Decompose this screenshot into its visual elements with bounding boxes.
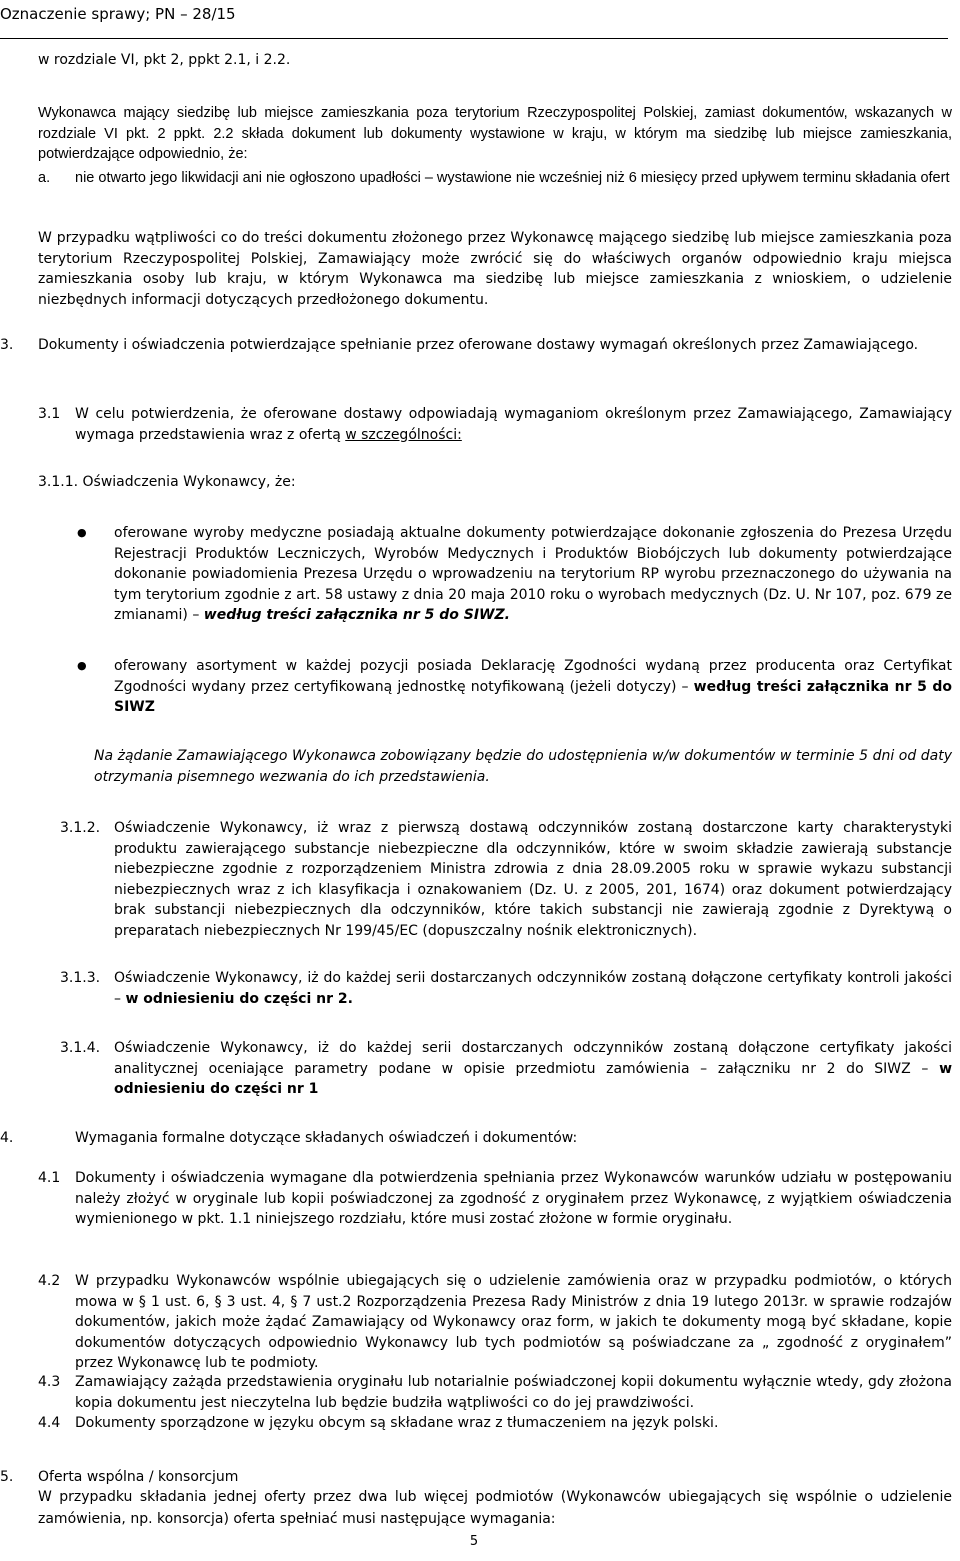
request-note: Na żądanie Zamawiającego Wykonawca zobowiązany będzie do udostępnienia w/w dokumentów w terminie 5 dni od daty otrzymania pisemnego wezwania do ich przedstawienia. <box>94 748 952 785</box>
section-4-4-text: Dokumenty sporządzone w języku obcym są składane wraz z tłumaczeniem na język polski. <box>75 1415 719 1431</box>
section-4-2-number: 4.2 <box>38 1273 61 1289</box>
bullet-1-bold: według treści załącznika nr 5 do SIWZ. <box>203 607 510 623</box>
page-number: 5 <box>469 1534 479 1549</box>
bullet-dot: ● <box>77 526 87 539</box>
section-4-1-text: Dokumenty i oświadczenia wymagane dla potwierdzenia spełniania przez Wykonawców warunków udziału w postępowaniu należy złożyć w oryginale lub kopii poświadczonej za zgodność z oryginałem przez Wykonawcę, z wyjątkiem oświadczenia wymienionego w pkt. 1.1 niniejszego rozdziału, które musi zostać złożone w formie oryginału. <box>75 1170 952 1227</box>
section-3-1-3-text <box>114 968 952 1009</box>
bullet-2-body: oferowany asortyment w każdej pozycji posiada Deklarację Zgodności wydaną przez producenta oraz Certyfikat Zgodności wydany przez certyfikowaną jednostkę notyfikowaną (jeżeli dotyczy) – <box>114 658 952 695</box>
section-3-1-underlined: w szczególności: <box>345 426 462 443</box>
section-4-title: Wymagania formalne dotyczące składanych oświadczeń i dokumentów: <box>75 1130 578 1146</box>
section-3-text: Dokumenty i oświadczenia potwierdzające spełnianie przez oferowane dostawy wymagań określonych przez Zamawiającego. <box>38 337 919 353</box>
section-4-number: 4. <box>0 1130 14 1146</box>
section-4-3-number: 4.3 <box>38 1374 61 1390</box>
item-a-label: a. <box>38 170 51 186</box>
bullet-2 <box>114 656 952 718</box>
section-3-number: 3. <box>0 337 14 353</box>
bullet-1 <box>114 523 952 626</box>
case-number: Oznaczenie sprawy; PN – 28/15 <box>0 5 236 23</box>
section-3-1-4-bold: w odniesieniu do części nr 1 <box>114 1060 952 1097</box>
page-header <box>0 0 948 39</box>
section-3-1-2-text: Oświadczenie Wykonawcy, iż wraz z pierwszą dostawą odczynników zostaną dostarczone karty charakterystyki produktu zawierającego substancje niebezpieczne dla odczynników, które w swoim składzie zawierają substancje niebezpieczne zgodnie z rozporządzeniem Ministra zdrowia z dnia 28.09.2005 roku w sprawie wykazu substancji niebezpiecznych wraz z ich klasyfikacja i oznakowaniem (Dz. U. z 2005, 201, 1674) oraz dokument potwierdzający brak substancji niebezpiecznych dla odczynników, które takich substancji nie zawierają zgodnie z Dyrektywą o preparatach niebezpiecznych Nr 199/45/EC (dopuszczalny nośnik elektronicznych). <box>114 820 952 939</box>
section-3-1-4-body: Oświadczenie Wykonawcy, iż do każdej serii dostarczanych odczynników zostaną dołączone certyfikaty jakości analitycznej oceniające parametry podane w opisie przedmiotu zamówienia – załączniku nr 2 do SIWZ – <box>114 1040 952 1077</box>
item-a-text: nie otwarto jego likwidacji ani nie ogłoszono upadłości – wystawione nie wcześniej niż 6 miesięcy przed upływem terminu składania ofert <box>75 170 950 186</box>
intro-paragraph: Wykonawca mający siedzibę lub miejsce zamieszkania poza terytorium Rzeczypospolitej Polskiej, zamiast dokumentów, wskazanych w rozdziale VI pkt. 2 ppkt. 2.2 składa dokument lub dokumenty wystawione w kraju, w którym ma siedzibę lub miejsce zamieszkania, potwierdzające odpowiednio, że: <box>38 105 952 162</box>
section-3-1-4-number: 3.1.4. <box>60 1040 101 1056</box>
bullet-1-body: oferowane wyroby medyczne posiadają aktualne dokumenty potwierdzające dokonanie zgłoszenia do Prezesa Urzędu Rejestracji Produktów Leczniczych, Wyrobów Medycznych i Produktów Biobójczych lub dokumenty potwierdzające dokonanie powiadomienia Prezesa Urzędu o wprowadzeniu na terytorium RP wyrobu przeznaczonego do używania na tym terytorium zgodnie z art. 58 ustawy z dnia 20 maja 2010 roku o wyrobach medycznych (Dz. U. Nr 107, poz. 679 ze zmianami) – <box>114 525 952 623</box>
intro-line: w rozdziale VI, pkt 2, ppkt 2.1, i 2.2. <box>38 52 291 68</box>
bullet-2-bold: według treści załącznika nr 5 do SIWZ <box>114 678 952 715</box>
section-4-4-number: 4.4 <box>38 1415 61 1431</box>
section-4-3-text: Zamawiający zażąda przedstawienia oryginału lub notarialnie poświadczonej kopii dokumentu wyłącznie wtedy, gdy złożona kopia dokumentu jest nieczytelna lub będzie budziła wątpliwości co do jej prawdziwości. <box>75 1374 952 1411</box>
section-3-1-2-number: 3.1.2. <box>60 820 101 836</box>
section-3-1-3-bold: w odniesieniu do części nr 2. <box>125 990 353 1007</box>
section-4-1-number: 4.1 <box>38 1170 61 1186</box>
section-3-1-3-number: 3.1.3. <box>60 970 101 986</box>
section-3-1-1-heading: 3.1.1. Oświadczenia Wykonawcy, że: <box>38 474 296 490</box>
section-5-text: W przypadku składania jednej oferty przez dwa lub więcej podmiotów (Wykonawców ubiegających się wspólnie o udzielenie zamówienia, np. konsorcja) oferta spełniać musi następujące wymagania: <box>38 1489 952 1527</box>
section-3-1-body: W celu potwierdzenia, że oferowane dostawy odpowiadają wymaganiom określonym przez Zamawiającego, Zamawiający wymaga przedstawienia wraz z ofertą <box>75 406 952 443</box>
section-3-1-4-text <box>114 1038 952 1100</box>
bullet-dot: ● <box>77 659 87 672</box>
section-4-2-text: W przypadku Wykonawców wspólnie ubiegających się o udzielenie zamówienia oraz w przypadku podmiotów, o których mowa w § 1 ust. 6, § 3 ust. 4, § 7 ust.2 Rozporządzenia Prezesa Rady Ministrów z dnia 19 lutego 2013r. w sprawie rodzajów dokumentów, jakich może żądać Zamawiający od Wykonawcy oraz form, w jakich te dokumenty mogą być składane, kopie dokumentów dotyczących odpowiednio Wykonawcy lub tych podmiotów są poświadczane za „ zgodność z oryginałem” przez Wykonawcę lub te podmioty. <box>75 1273 952 1371</box>
section-3-1-3-body: Oświadczenie Wykonawcy, iż do każdej serii dostarczanych odczynników zostaną dołączone certyfikaty kontroli jakości – <box>114 970 952 1007</box>
section-5-title: Oferta wspólna / konsorcjum <box>38 1469 239 1485</box>
section-5-number: 5. <box>0 1469 14 1485</box>
section-3-1-number: 3.1 <box>38 406 61 422</box>
doubt-paragraph: W przypadku wątpliwości co do treści dokumentu złożonego przez Wykonawcę mającego siedzibę lub miejsce zamieszkania poza terytorium Rzeczypospolitej Polskiej, Zamawiający może zwrócić się do właściwych organów odpowiednio kraju miejsca zamieszkania osoby lub kraju, w którym Wykonawca ma siedzibę lub miejsce zamieszkania z wnioskiem, o udzielenie niezbędnych informacji dotyczących przedłożonego dokumentu. <box>38 230 952 308</box>
section-3-1-text <box>75 404 952 445</box>
